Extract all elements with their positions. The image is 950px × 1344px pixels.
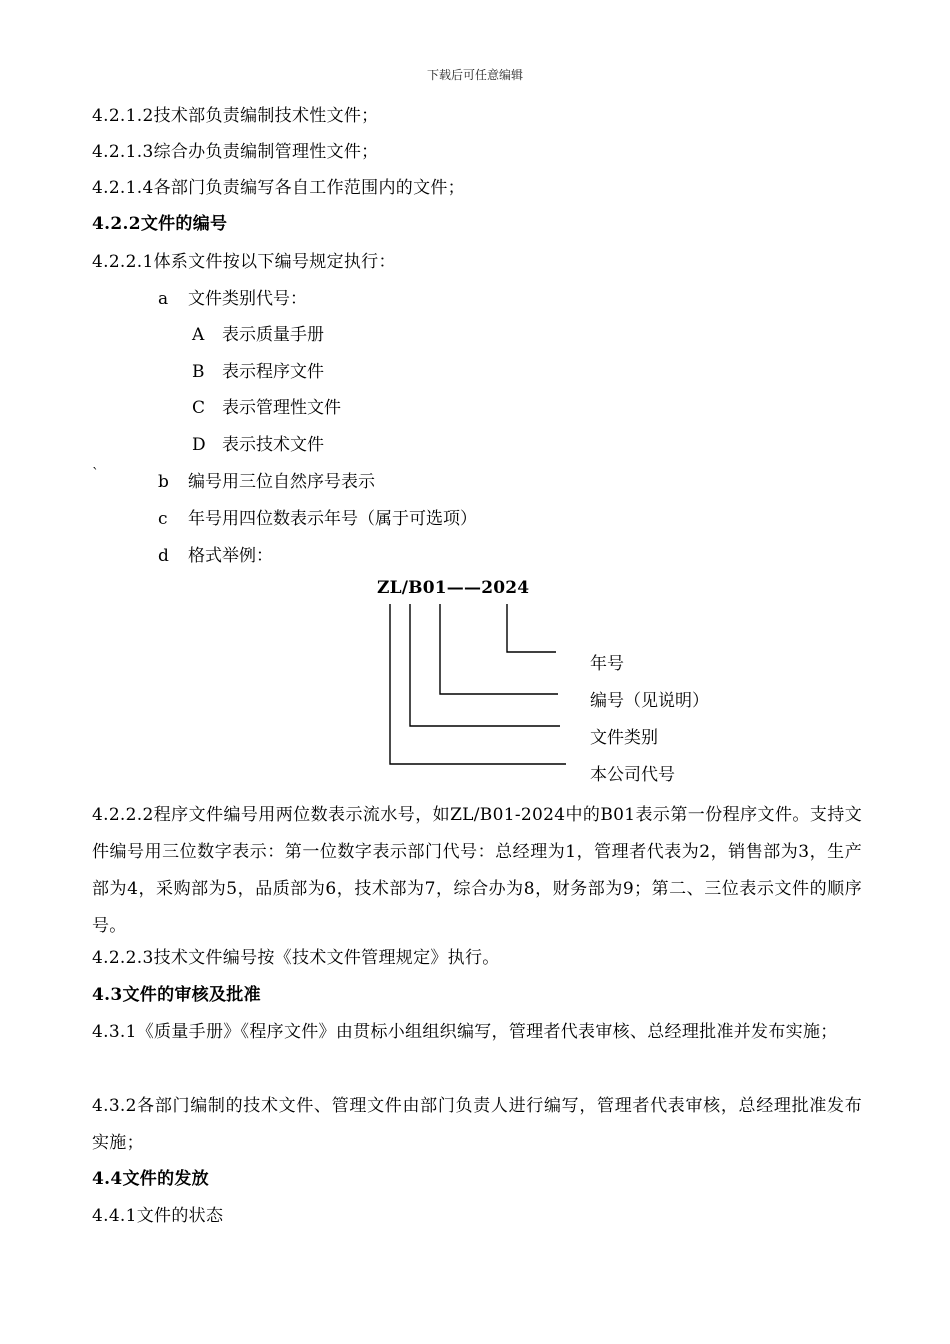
- list-label: C: [192, 398, 206, 418]
- connector-year: [507, 604, 556, 652]
- list-item-D: [192, 433, 324, 457]
- list-text: 表示技术文件: [222, 435, 324, 455]
- list-item-b: [158, 470, 375, 494]
- list-label: a: [158, 289, 169, 309]
- list-item-d: [158, 544, 273, 568]
- clause-4-2-2-1: 4.2.2.1体系文件按以下编号规定执行：: [92, 252, 396, 272]
- list-text: 表示质量手册: [222, 325, 324, 345]
- list-label: c: [158, 509, 168, 529]
- clause-4-2-1-4: 4.2.1.4各部门负责编写各自工作范围内的文件；: [92, 178, 465, 198]
- list-text: 年号用四位数表示年号（属于可选项）: [188, 509, 477, 529]
- heading-4-4: 4.4文件的发放: [92, 1169, 209, 1189]
- stray-backtick: `: [92, 466, 99, 482]
- clause-4-2-1-3: 4.2.1.3综合办负责编制管理性文件；: [92, 142, 379, 162]
- list-label: A: [192, 325, 205, 345]
- list-item-C: [192, 396, 341, 420]
- list-label: b: [158, 472, 169, 492]
- clause-4-2-2-3: 4.2.2.3技术文件编号按《技术文件管理规定》执行。: [92, 948, 500, 968]
- list-text: 编号用三位自然序号表示: [188, 472, 375, 492]
- clause-4-3-2: 4.3.2各部门编制的技术文件、管理文件由部门负责人进行编写，管理者代表审核，总经理批准发布实施；: [92, 1096, 862, 1153]
- list-label: d: [158, 546, 169, 566]
- numbering-diagram: [380, 600, 570, 770]
- list-item-c: [158, 507, 477, 531]
- clause-4-2-1-2: 4.2.1.2技术部负责编制技术性文件；: [92, 106, 379, 126]
- page-header: 下载后可任意编辑: [426, 68, 523, 82]
- list-label: D: [192, 435, 206, 455]
- label-file-type: 文件类别: [590, 728, 658, 748]
- list-text: 表示管理性文件: [222, 398, 341, 418]
- connector-number: [440, 604, 558, 694]
- list-text: 表示程序文件: [222, 362, 324, 382]
- heading-4-2-2: 4.2.2文件的编号: [92, 214, 228, 234]
- clause-4-2-2-2: 4.2.2.2程序文件编号用两位数表示流水号，如ZL/B01-2024中的B01表示第一份程序文件。支持文件编号用三位数字表示：第一位数字表示部门代号：总经理为1，管理者代表为2，销售部为3，生产部为4，采购部为5，品质部为6，技术部为7，综合办为8，财务部为9；第二、三位表示文件的顺序号。: [92, 805, 862, 936]
- heading-4-3: 4.3文件的审核及批准: [92, 985, 261, 1005]
- connector-type: [410, 604, 560, 726]
- list-text: 文件类别代号：: [188, 289, 307, 309]
- label-serial-number: 编号（见说明）: [590, 691, 709, 711]
- connector-company: [390, 604, 566, 764]
- label-year: 年号: [590, 654, 624, 674]
- list-item-a: [158, 287, 307, 311]
- list-item-A: [192, 323, 324, 347]
- label-company-code: 本公司代号: [590, 765, 675, 785]
- clause-4-4-1: 4.4.1文件的状态: [92, 1206, 224, 1226]
- list-label: B: [192, 362, 205, 382]
- list-text: 格式举例：: [188, 546, 273, 566]
- list-item-B: [192, 360, 324, 384]
- numbering-example-code: ZL/B01——2024: [377, 578, 530, 598]
- clause-4-3-1: 4.3.1《质量手册》《程序文件》由贯标小组组织编写，管理者代表审核、总经理批准并发布实施；: [92, 1022, 838, 1042]
